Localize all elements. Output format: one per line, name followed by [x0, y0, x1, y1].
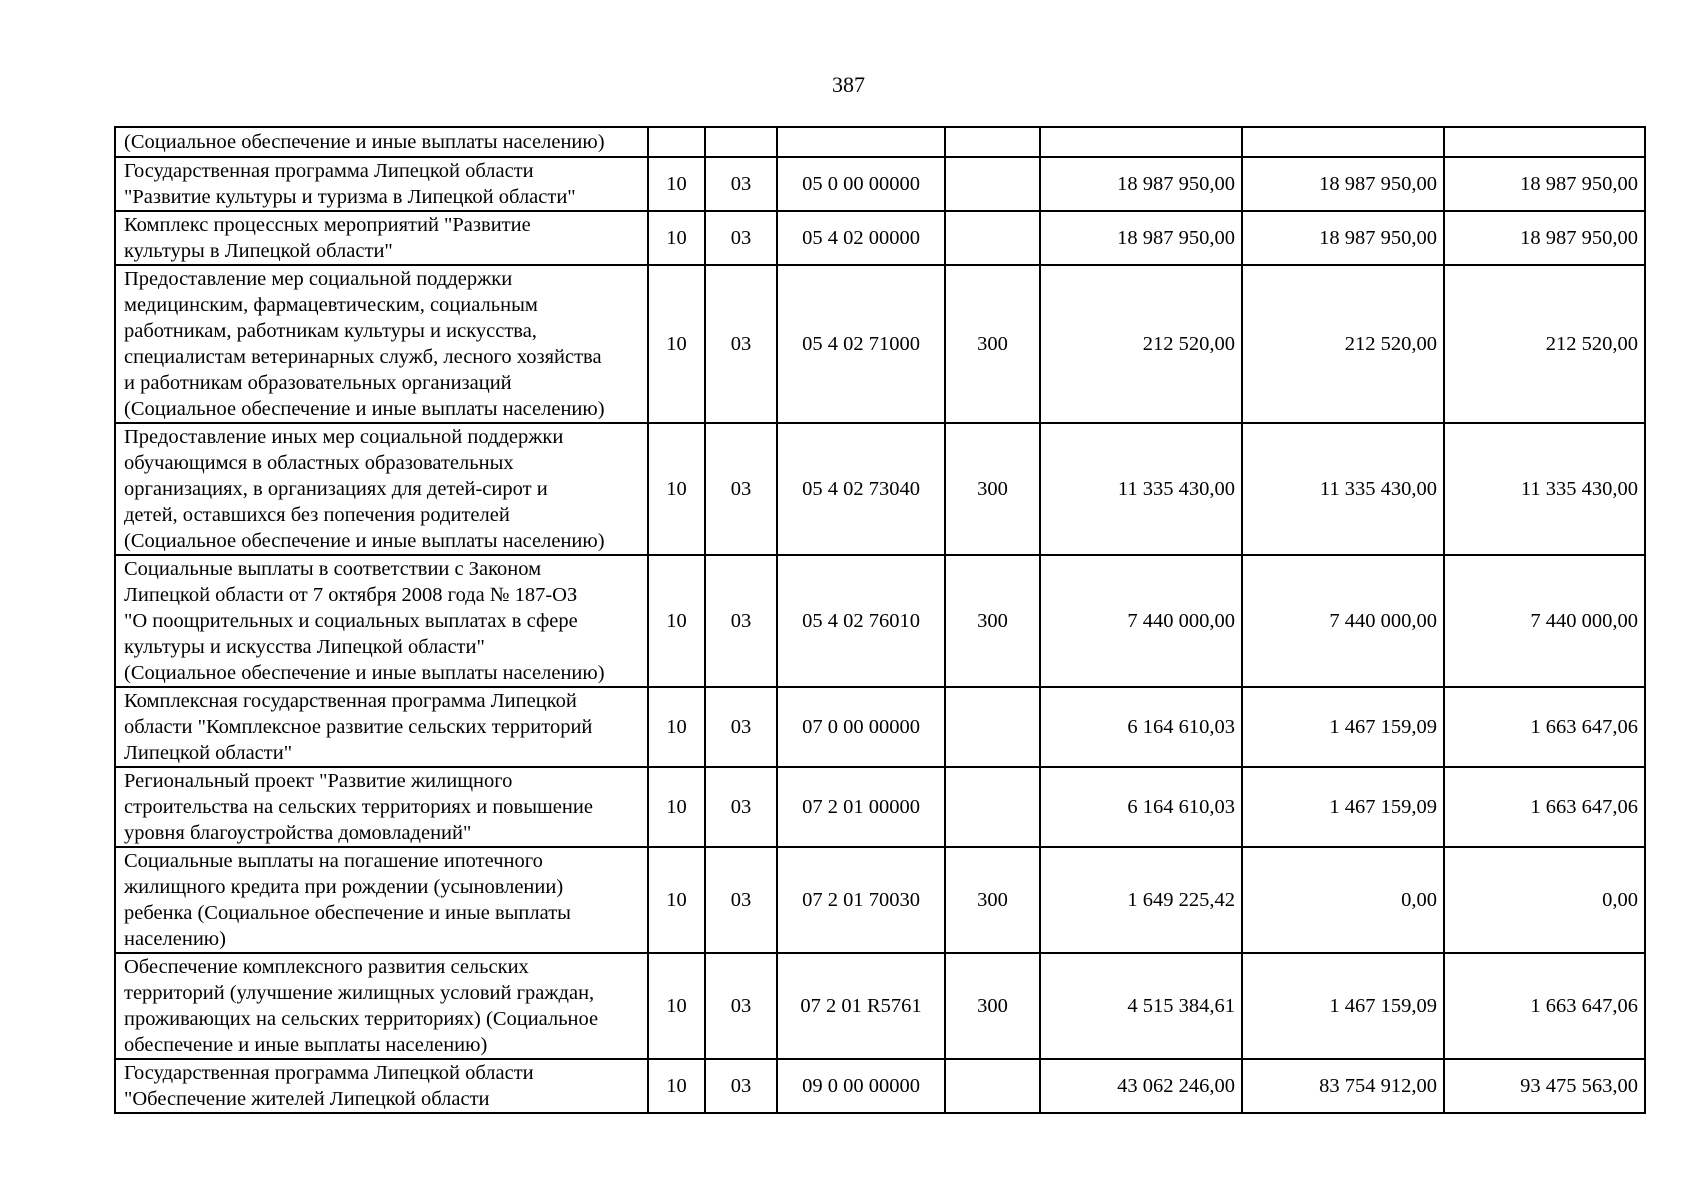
row-description: Предоставление иных мер социальной поддержки обучающимся в областных образовательных организациях, в организациях для детей-сирот и детей, оставшихся без попечения родителей (Социальное обеспечение и иные выплаты населению) — [115, 423, 648, 555]
row-amount-1: 7 440 000,00 — [1040, 555, 1242, 687]
row-subsection-code: 03 — [705, 265, 777, 423]
row-amount-3: 1 663 647,06 — [1444, 687, 1645, 767]
row-amount-1: 18 987 950,00 — [1040, 211, 1242, 265]
row-subsection-code: 03 — [705, 953, 777, 1059]
row-section-code: 10 — [648, 687, 705, 767]
row-section-code: 10 — [648, 211, 705, 265]
row-subsection-code: 03 — [705, 687, 777, 767]
row-amount-3: 1 663 647,06 — [1444, 767, 1645, 847]
row-expense-type — [945, 1059, 1040, 1113]
row-amount-2 — [1242, 127, 1444, 157]
table-row — [115, 423, 1645, 555]
row-subsection-code: 03 — [705, 157, 777, 211]
row-target-article: 07 2 01 00000 — [777, 767, 945, 847]
row-expense-type — [945, 767, 1040, 847]
row-subsection-code: 03 — [705, 847, 777, 953]
row-expense-type: 300 — [945, 265, 1040, 423]
table-row — [115, 953, 1645, 1059]
row-amount-2: 1 467 159,09 — [1242, 767, 1444, 847]
row-target-article: 07 0 00 00000 — [777, 687, 945, 767]
row-amount-1: 6 164 610,03 — [1040, 767, 1242, 847]
row-amount-1: 18 987 950,00 — [1040, 157, 1242, 211]
row-expense-type: 300 — [945, 555, 1040, 687]
row-description: Региональный проект "Развитие жилищного строительства на сельских территориях и повышение уровня благоустройства домовладений" — [115, 767, 648, 847]
row-target-article: 07 2 01 R5761 — [777, 953, 945, 1059]
row-amount-2: 1 467 159,09 — [1242, 953, 1444, 1059]
table-row — [115, 265, 1645, 423]
row-amount-3: 18 987 950,00 — [1444, 157, 1645, 211]
row-subsection-code: 03 — [705, 555, 777, 687]
row-amount-1: 1 649 225,42 — [1040, 847, 1242, 953]
row-amount-1: 43 062 246,00 — [1040, 1059, 1242, 1113]
row-description: Социальные выплаты в соответствии с Законом Липецкой области от 7 октября 2008 года № 187-ОЗ "О поощрительных и социальных выплатах в сфере культуры и искусства Липецкой области" (Социальное обеспечение и иные выплаты населению) — [115, 555, 648, 687]
row-description: Комплекс процессных мероприятий "Развитие культуры в Липецкой области" — [115, 211, 648, 265]
row-target-article: 09 0 00 00000 — [777, 1059, 945, 1113]
row-amount-3: 18 987 950,00 — [1444, 211, 1645, 265]
row-amount-1: 11 335 430,00 — [1040, 423, 1242, 555]
row-amount-2: 0,00 — [1242, 847, 1444, 953]
row-subsection-code: 03 — [705, 767, 777, 847]
row-amount-1: 4 515 384,61 — [1040, 953, 1242, 1059]
row-target-article: 05 4 02 76010 — [777, 555, 945, 687]
row-target-article: 05 0 00 00000 — [777, 157, 945, 211]
row-section-code — [648, 127, 705, 157]
row-amount-3: 93 475 563,00 — [1444, 1059, 1645, 1113]
row-expense-type — [945, 127, 1040, 157]
row-amount-3: 7 440 000,00 — [1444, 555, 1645, 687]
row-amount-2: 18 987 950,00 — [1242, 211, 1444, 265]
budget-table — [114, 126, 1646, 1114]
table-row — [115, 555, 1645, 687]
row-subsection-code: 03 — [705, 423, 777, 555]
row-amount-2: 11 335 430,00 — [1242, 423, 1444, 555]
row-description: Государственная программа Липецкой области "Обеспечение жителей Липецкой области — [115, 1059, 648, 1113]
row-target-article: 05 4 02 73040 — [777, 423, 945, 555]
row-section-code: 10 — [648, 555, 705, 687]
row-description: Предоставление мер социальной поддержки медицинским, фармацевтическим, социальным работникам, работникам культуры и искусства, специалистам ветеринарных служб, лесного хозяйства и работникам образовательных организаций (Социальное обеспечение и иные выплаты населению) — [115, 265, 648, 423]
row-expense-type: 300 — [945, 423, 1040, 555]
row-description: (Социальное обеспечение и иные выплаты населению) — [115, 127, 648, 157]
table-row — [115, 847, 1645, 953]
table-row — [115, 211, 1645, 265]
row-amount-1 — [1040, 127, 1242, 157]
row-amount-3: 0,00 — [1444, 847, 1645, 953]
row-amount-1: 6 164 610,03 — [1040, 687, 1242, 767]
row-target-article — [777, 127, 945, 157]
row-target-article: 05 4 02 00000 — [777, 211, 945, 265]
row-amount-3: 212 520,00 — [1444, 265, 1645, 423]
row-expense-type: 300 — [945, 847, 1040, 953]
row-subsection-code — [705, 127, 777, 157]
table-row — [115, 767, 1645, 847]
table-row — [115, 157, 1645, 211]
row-amount-2: 1 467 159,09 — [1242, 687, 1444, 767]
row-target-article: 07 2 01 70030 — [777, 847, 945, 953]
row-amount-3: 1 663 647,06 — [1444, 953, 1645, 1059]
row-section-code: 10 — [648, 1059, 705, 1113]
row-amount-2: 18 987 950,00 — [1242, 157, 1444, 211]
row-section-code: 10 — [648, 157, 705, 211]
row-amount-3: 11 335 430,00 — [1444, 423, 1645, 555]
row-section-code: 10 — [648, 767, 705, 847]
row-amount-1: 212 520,00 — [1040, 265, 1242, 423]
row-amount-2: 212 520,00 — [1242, 265, 1444, 423]
row-section-code: 10 — [648, 265, 705, 423]
row-amount-2: 83 754 912,00 — [1242, 1059, 1444, 1113]
row-amount-3 — [1444, 127, 1645, 157]
row-description: Обеспечение комплексного развития сельских территорий (улучшение жилищных условий граждан, проживающих на сельских территориях) (Социальное обеспечение и иные выплаты населению) — [115, 953, 648, 1059]
table-row — [115, 127, 1645, 157]
row-section-code: 10 — [648, 953, 705, 1059]
row-target-article: 05 4 02 71000 — [777, 265, 945, 423]
row-description: Государственная программа Липецкой области "Развитие культуры и туризма в Липецкой области" — [115, 157, 648, 211]
page-number: 387 — [832, 72, 865, 97]
row-expense-type — [945, 157, 1040, 211]
table-body — [115, 127, 1645, 1113]
row-subsection-code: 03 — [705, 1059, 777, 1113]
table-row — [115, 687, 1645, 767]
row-expense-type — [945, 211, 1040, 265]
row-section-code: 10 — [648, 423, 705, 555]
row-expense-type: 300 — [945, 953, 1040, 1059]
row-expense-type — [945, 687, 1040, 767]
row-description: Комплексная государственная программа Липецкой области "Комплексное развитие сельских территорий Липецкой области" — [115, 687, 648, 767]
row-section-code: 10 — [648, 847, 705, 953]
row-description: Социальные выплаты на погашение ипотечного жилищного кредита при рождении (усыновлении) ребенка (Социальное обеспечение и иные выплаты населению) — [115, 847, 648, 953]
row-subsection-code: 03 — [705, 211, 777, 265]
table-row — [115, 1059, 1645, 1113]
row-amount-2: 7 440 000,00 — [1242, 555, 1444, 687]
